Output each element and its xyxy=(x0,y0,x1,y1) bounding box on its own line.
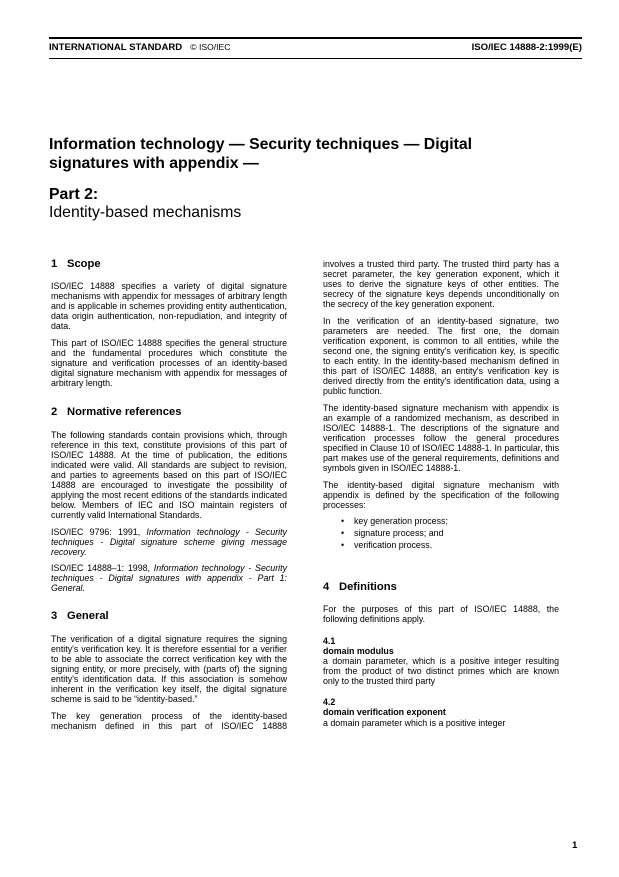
general-paragraph: The identity-based digital signature mechanism with appendix is defined by the specification of the following processes: xyxy=(323,479,559,510)
bullet-icon: • xyxy=(341,516,345,527)
term-definition: a domain parameter, which is a positive integer resulting from the product of two distinct primes which are known only to the trusted third party xyxy=(323,655,559,686)
left-column xyxy=(51,258,287,737)
term-name: domain verification exponent xyxy=(323,707,446,718)
general-paragraph: The identity-based signature mechanism with appendix is an example of a randomized mechanism, as described in ISO/IEC 14888-1. The descriptions of the signature and verification processes follow the general procedures specified in Clause 10 of ISO/IEC 14888-1. In particular, this part makes use of the general requirements, definitions and symbols given in ISO/IEC 14888-1. xyxy=(323,402,559,474)
bullet-icon: • xyxy=(341,539,345,550)
term-number: 4.1 xyxy=(323,635,336,646)
section-heading-definitions: 4 Definitions xyxy=(323,581,397,594)
part-number: Part 2: xyxy=(49,186,99,203)
document-title: Information technology — Security techniques — Digital signatures with appendix — xyxy=(49,136,473,172)
term-name: domain modulus xyxy=(323,645,394,656)
running-header xyxy=(49,42,582,56)
header-left xyxy=(49,42,231,53)
header-copyright: © ISO/IEC xyxy=(190,42,231,52)
term-definition: a domain parameter which is a positive integer xyxy=(323,717,506,728)
header-standard-label: INTERNATIONAL STANDARD xyxy=(49,42,183,53)
reference-item: ISO/IEC 14888–1: 1998, Information technology - Security techniques - Digital signatures with appendix - Part 1: General. xyxy=(51,563,287,594)
definitions-intro: For the purposes of this part of ISO/IEC 14888, the following definitions apply. xyxy=(323,604,559,625)
process-list xyxy=(323,516,559,551)
list-item: • key generation process; xyxy=(341,516,448,527)
section-heading-normative-references: 2 Normative references xyxy=(51,405,182,418)
scope-paragraph: This part of ISO/IEC 14888 specifies the general structure and the fundamental procedures which constitute the signature and verification processes of an identity-based digital signature mechanism with appendix for messages of arbitrary length. xyxy=(51,337,287,389)
general-paragraph-continued: involves a trusted third party. The trusted third party has a secret parameter, the key generation exponent, which it uses to derive the signature keys of other entities. The secrecy of the signature keys depends unconditionally on the secrecy of the key generation exponent. xyxy=(323,259,559,310)
list-item: • verification process. xyxy=(341,539,433,550)
general-paragraph: In the verification of an identity-based signature, two parameters are needed. The first one, the domain verification exponent, is common to all entities, while the second one, the signing entity's verification key, is specific to each entity. In the identity-based mechanism defined in this part of ISO/IEC 14888, an entity's verification key is derived directly from the entity's identification data, using a public function. xyxy=(323,315,559,397)
general-paragraph: The key generation process of the identity-based mechanism defined in this part of ISO/IEC 14888 xyxy=(51,710,287,731)
bullet-icon: • xyxy=(341,527,345,538)
section-heading-scope: 1 Scope xyxy=(51,258,101,270)
normative-paragraph: The following standards contain provisions which, through reference in this text, constitute provisions of this part of ISO/IEC 14888. At the time of publication, the editions indicated were valid. All standards are subject to revision, and parties to agreements based on this part of ISO/IEC 14888 are encouraged to investigate the possibility of applying the most recent editions of the standards indicated below. Members of IEC and ISO maintain registers of currently valid International Standards. xyxy=(51,429,287,521)
header-bottom-rule xyxy=(49,58,582,59)
part-name: Identity-based mechanisms xyxy=(49,204,242,221)
right-column xyxy=(323,259,559,734)
general-paragraph: The verification of a digital signature requires the signing entity's verification key. It is therefore essential for a verifier to be able to associate the correct verification key with the signing entity, or more precisely, with (parts of) the signing entity's identification data. If this association is somehow inherent in the verification key itself, the digital signature scheme is said to be “identity-based.” xyxy=(51,633,287,705)
term-number: 4.2 xyxy=(323,697,336,708)
reference-item: ISO/IEC 9796: 1991, Information technology - Security techniques - Digital signature scheme giving message recovery. xyxy=(51,526,287,557)
page-number: 1 xyxy=(572,840,578,851)
header-document-id: ISO/IEC 14888-2:1999(E) xyxy=(471,42,582,53)
list-item: • signature process; and xyxy=(341,527,444,538)
scope-paragraph: ISO/IEC 14888 specifies a variety of digital signature mechanisms with appendix for messages of arbitrary length and is applicable in schemes providing entity authentication, data origin authentication, non-repudiation, and integrity of data. xyxy=(51,281,287,332)
section-heading-general: 3 General xyxy=(51,609,109,622)
header-top-rule xyxy=(49,37,582,39)
